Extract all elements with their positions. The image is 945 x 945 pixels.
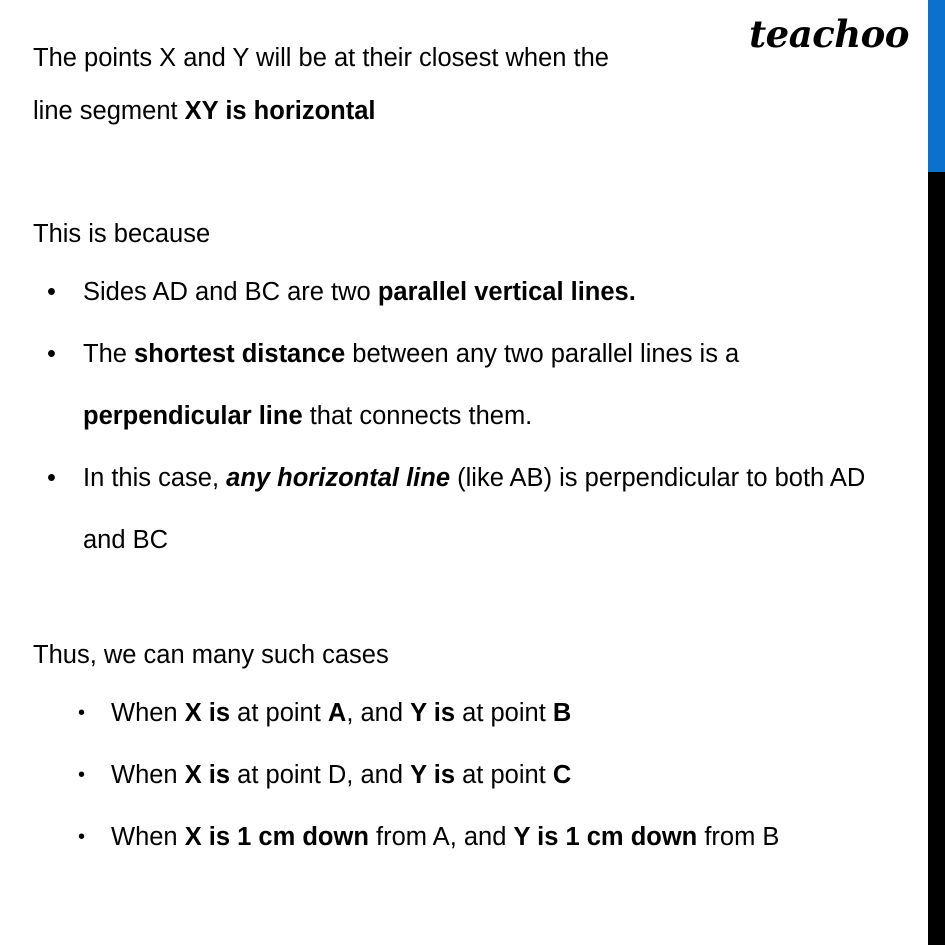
bullet-text-part: The	[83, 340, 135, 368]
blue-accent-bar	[928, 0, 945, 172]
intro-paragraph	[33, 32, 893, 85]
bullet-bold-part: shortest distance	[134, 340, 346, 368]
case-text-part: at point	[230, 699, 328, 727]
bullet-icon: •	[78, 764, 86, 786]
spacer-after-intro	[33, 138, 905, 208]
case-text-part: at point	[455, 761, 553, 789]
case-bold-part: A	[327, 699, 347, 727]
cases-heading: Thus, we can many such cases	[33, 641, 389, 669]
case-text-part: When	[111, 823, 185, 851]
case-bold-part: B	[552, 699, 572, 727]
intro-line2-bold: XY is horizontal	[184, 97, 376, 125]
case-text-part: from A, and	[368, 823, 514, 851]
cases-bullet-list	[33, 682, 905, 868]
bullet-icon: •	[78, 702, 86, 724]
list-item	[78, 682, 905, 744]
intro-line1-text: The points X and Y will be at their closest when the	[33, 44, 609, 72]
bullet-icon: •	[47, 340, 56, 368]
bullet-text-part: Sides AD and BC are two	[83, 278, 378, 306]
bullet-text-part: that connects them.	[302, 402, 533, 430]
reason-heading: This is because	[33, 220, 211, 248]
bullet-bold-part: perpendicular line	[83, 402, 303, 430]
bullet-bold-italic-part: any horizontal line	[226, 464, 451, 492]
bullet-bold-part: parallel vertical lines.	[377, 278, 636, 306]
right-edge-decoration-bars	[928, 0, 945, 945]
case-bold-part: X is	[184, 761, 231, 789]
list-item	[33, 323, 905, 447]
case-bold-part: Y is	[410, 699, 456, 727]
case-bold-part: X is 1 cm down	[184, 823, 369, 851]
list-item	[33, 261, 905, 323]
case-text-part: , and	[346, 699, 411, 727]
list-item	[78, 744, 905, 806]
case-bold-part: C	[552, 761, 572, 789]
case-bold-part: Y is	[410, 761, 456, 789]
bullet-icon: •	[47, 278, 56, 306]
bullet-text-part: between any two parallel lines is a	[345, 340, 740, 368]
list-item	[33, 447, 905, 571]
teachoo-logo: teachoo	[749, 12, 909, 56]
bullet-text-part: (like AB) is perpendicular to both AD and BC	[83, 464, 866, 554]
bullet-icon: •	[78, 826, 86, 848]
bullet-text-part: In this case,	[83, 464, 227, 492]
spacer-before-cases	[33, 571, 905, 629]
case-text-part: When	[111, 761, 185, 789]
case-text-part: When	[111, 699, 185, 727]
case-text-part: at point	[455, 699, 553, 727]
case-bold-part: X is	[184, 699, 231, 727]
case-text-part: at point D, and	[230, 761, 411, 789]
intro-paragraph-line2	[33, 85, 893, 138]
black-accent-bar	[928, 172, 945, 945]
intro-line2-text: line segment	[33, 97, 185, 125]
bullet-icon: •	[47, 464, 56, 492]
reason-bullet-list	[33, 261, 905, 571]
case-text-part: from B	[697, 823, 780, 851]
list-item	[78, 806, 905, 868]
case-bold-part: Y is 1 cm down	[513, 823, 698, 851]
